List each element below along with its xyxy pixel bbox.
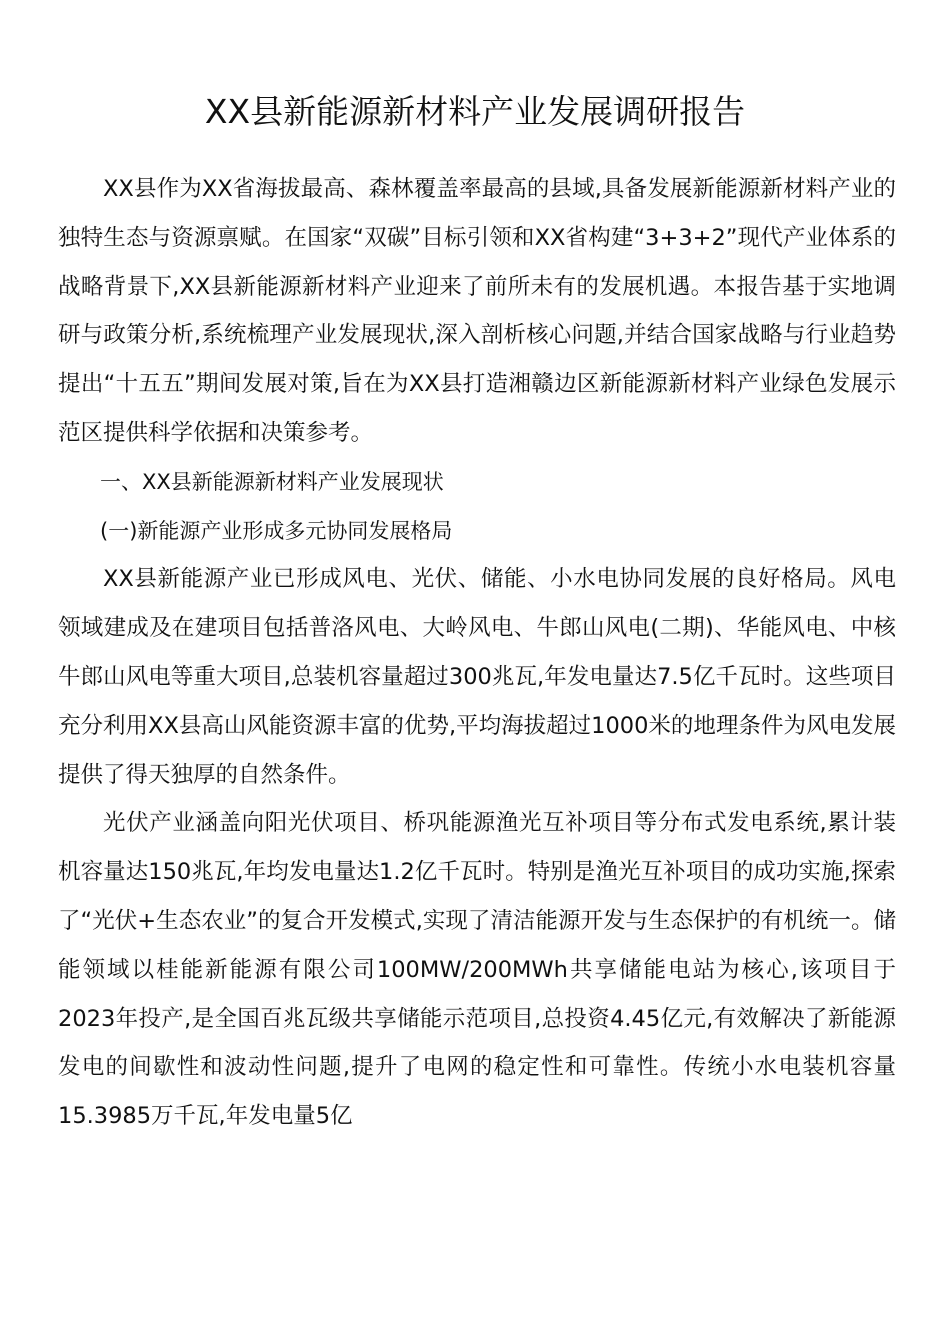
subsection-heading: (一)新能源产业形成多元协同发展格局 <box>100 518 453 543</box>
document-title: XX县新能源新材料产业发展调研报告 <box>204 92 746 132</box>
intro-paragraph: XX县作为XX省海拔最高、森林覆盖率最高的县域,具备发展新能源新材料产业的独特生态与资源禀赋。在国家“双碳”目标引领和XX省构建“3+3+2”现代产业体系的战略背景下,XX县新能源新材料产业迎来了前所未有的发展机遇。本报告基于实地调研与政策分析,系统梳理产业发展现状,深入剖析核心问题,并结合国家战略与行业趋势提出“十五五”期间发展对策,旨在为XX县打造湘赣边区新能源新材料产业绿色发展示范区提供科学依据和决策参考。 <box>58 176 896 446</box>
section-heading: 一、XX县新能源新材料产业发展现状 <box>100 469 444 494</box>
body-paragraph: 光伏产业涵盖向阳光伏项目、桥巩能源渔光互补项目等分布式发电系统,累计装机容量达150兆瓦,年均发电量达1.2亿千瓦时。特别是渔光互补项目的成功实施,探索了“光伏+生态农业”的复合开发模式,实现了清洁能源开发与生态保护的有机统一。储能领域以桂能新能源有限公司100MW/200MWh共享储能电站为核心,该项目于2023年投产,是全国百兆瓦级共享储能示范项目,总投资4.45亿元,有效解决了新能源发电的间歇性和波动性问题,提升了电网的稳定性和可靠性。传统小水电装机容量15.3985万千瓦,年发电量5亿 <box>58 810 896 1130</box>
document-body <box>58 165 896 1141</box>
body-paragraph: XX县新能源产业已形成风电、光伏、储能、小水电协同发展的良好格局。风电领域建成及在建项目包括普洛风电、大岭风电、牛郎山风电(二期)、华能风电、中核牛郎山风电等重大项目,总装机容量超过300兆瓦,年发电量达7.5亿千瓦时。这些项目充分利用XX县高山风能资源丰富的优势,平均海拔超过1000米的地理条件为风电发展提供了得天独厚的自然条件。 <box>58 566 896 788</box>
